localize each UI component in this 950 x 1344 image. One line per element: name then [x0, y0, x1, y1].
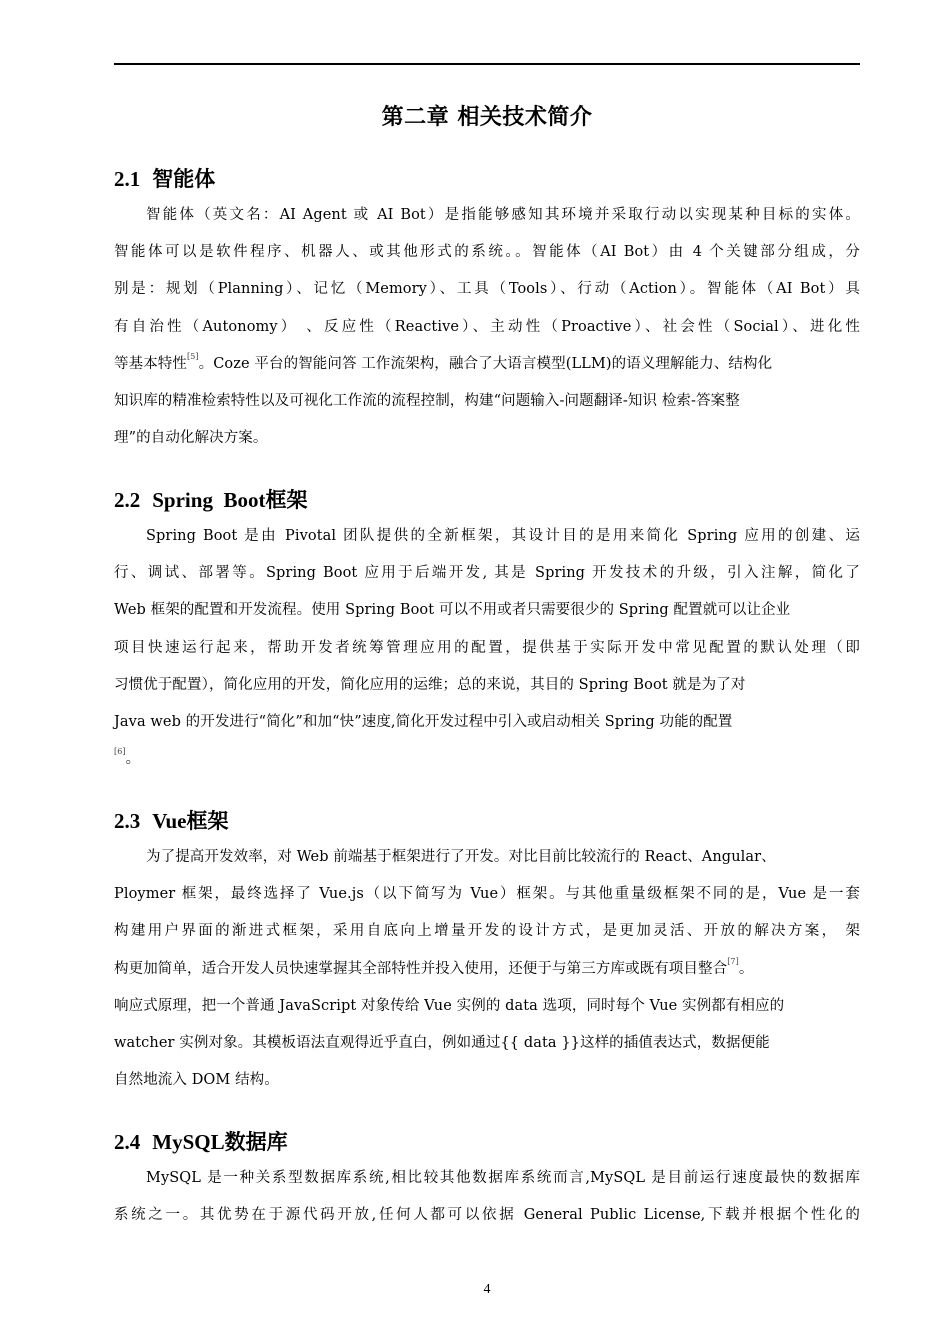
text-segment: 。 — [738, 960, 754, 977]
header-rule — [114, 63, 860, 65]
text-line — [114, 346, 860, 383]
page-number: 4 — [483, 1282, 491, 1297]
text-line: 为了提高开发效率，对 Web 前端基于框架进行了开发。对比目前比较流行的 React、Angular、 — [146, 849, 776, 865]
text-line: 系统之一。其优势在于源代码开放,任何人都可以依据 General Public License,下载并根据个性化的 — [114, 1207, 860, 1224]
text-line: 智能体可以是软件程序、机器人、或其他形式的系统。。智能体（AI Bot）由 4 个关键部分组成，分 — [114, 244, 860, 261]
text-line: Spring Boot 是由 Pivotal 团队提供的全新框架，其设计目的是用来简化 Spring 应用的创建、运 — [146, 528, 860, 544]
text-segment: 。 — [125, 751, 141, 768]
text-line — [114, 741, 860, 778]
text-line: 知识库的精准检索特性以及可视化工作流的流程控制，构建“问题输入-问题翻译-知识 检索-答案整 — [114, 392, 740, 409]
text-line — [114, 951, 860, 988]
section-number: 2.1 — [114, 167, 141, 191]
text-line: Ploymer 框架，最终选择了 Vue.js（以下简写为 Vue）框架。与其他重量级框架不同的是，Vue 是一套 — [114, 886, 860, 903]
section-number: 2.2 — [114, 488, 141, 512]
text-line: 有自治性（Autonomy） 、反应性（Reactive）、主动性（Proactive）、社会性（Social）、进化性 — [114, 318, 860, 335]
text-line: 自然地流入 DOM 结构。 — [114, 1072, 279, 1089]
text-line: 构建用户界面的渐进式框架，采用自底向上增量开发的设计方式，是更加灵活、开放的解决方案， 架 — [114, 923, 860, 940]
section-number: 2.4 — [114, 1130, 141, 1154]
paragraph-2-3 — [114, 839, 860, 1099]
paragraph-2-2 — [114, 518, 860, 778]
section-heading-2-3 — [114, 806, 229, 836]
chapter-title: 第二章 相关技术简介 — [381, 105, 593, 130]
text-line: 习惯优于配置），简化应用的开发，简化应用的运维；总的来说，其目的 Spring Boot 就是为了对 — [114, 676, 746, 693]
section-title: 数据库 — [224, 1130, 288, 1154]
paragraph-2-1 — [114, 197, 860, 457]
text-line: MySQL 是一种关系型数据库系统,相比较其他数据库系统而言,MySQL 是目前运行速度最快的数据库 — [146, 1170, 860, 1186]
text-segment: 构更加简单，适合开发人员快速掌握其全部特性并投入使用，还便于与第三方库或既有项目整合 — [114, 960, 728, 977]
section-title: 智能体 — [152, 167, 216, 191]
text-line: 智能体（英文名：AI Agent 或 AI Bot）是指能够感知其环境并采取行动以实现某种目标的实体。 — [146, 207, 860, 223]
section-title-latin: MySQL — [152, 1130, 225, 1154]
text-line: Web 框架的配置和开发流程。使用 Spring Boot 可以不用或者只需要很少的 Spring 配置就可以让企业 — [114, 602, 791, 619]
text-line: 理”的自动化解决方案。 — [114, 430, 268, 447]
citation-7: [7] — [727, 956, 739, 966]
section-title: 框架 — [186, 809, 229, 833]
section-heading-2-4 — [114, 1127, 288, 1157]
section-heading-2-2 — [114, 485, 307, 515]
citation-5: [5] — [187, 351, 199, 361]
text-segment: 。Coze 平台的智能问答 工作流架构，融合了大语言模型(LLM)的语义理解能力、结构化 — [198, 355, 773, 372]
text-line: watcher 实例对象。其模板语法直观得近乎直白，例如通过{{ data }}这样的插值表达式，数据便能 — [114, 1034, 770, 1051]
section-heading-2-1 — [114, 164, 215, 194]
paragraph-2-4 — [114, 1160, 860, 1234]
text-line: Java web 的开发进行“简化”和加“快”速度,简化开发过程中引入或启动相关 Spring 功能的配置 — [114, 713, 733, 730]
text-line: 响应式原理，把一个普通 JavaScript 对象传给 Vue 实例的 data 选项，同时每个 Vue 实例都有相应的 — [114, 997, 785, 1014]
text-line: 项目快速运行起来，帮助开发者统筹管理应用的配置，提供基于实际开发中常见配置的默认处理（即 — [114, 639, 860, 656]
text-segment: 等基本特性 — [114, 355, 187, 372]
section-number: 2.3 — [114, 809, 141, 833]
text-line: 行、调试、部署等。Spring Boot 应用于后端开发, 其是 Spring 开发技术的升级，引入注解，简化了 — [114, 565, 860, 582]
section-title-latin: Spring Boot — [152, 488, 266, 512]
section-title: 框架 — [265, 488, 308, 512]
section-title-latin: Vue — [152, 809, 187, 833]
citation-6: [6] — [114, 747, 126, 757]
text-line: 别是：规划（Planning）、记忆（Memory）、工具（Tools）、行动（Action）。智能体（AI Bot）具 — [114, 281, 860, 298]
